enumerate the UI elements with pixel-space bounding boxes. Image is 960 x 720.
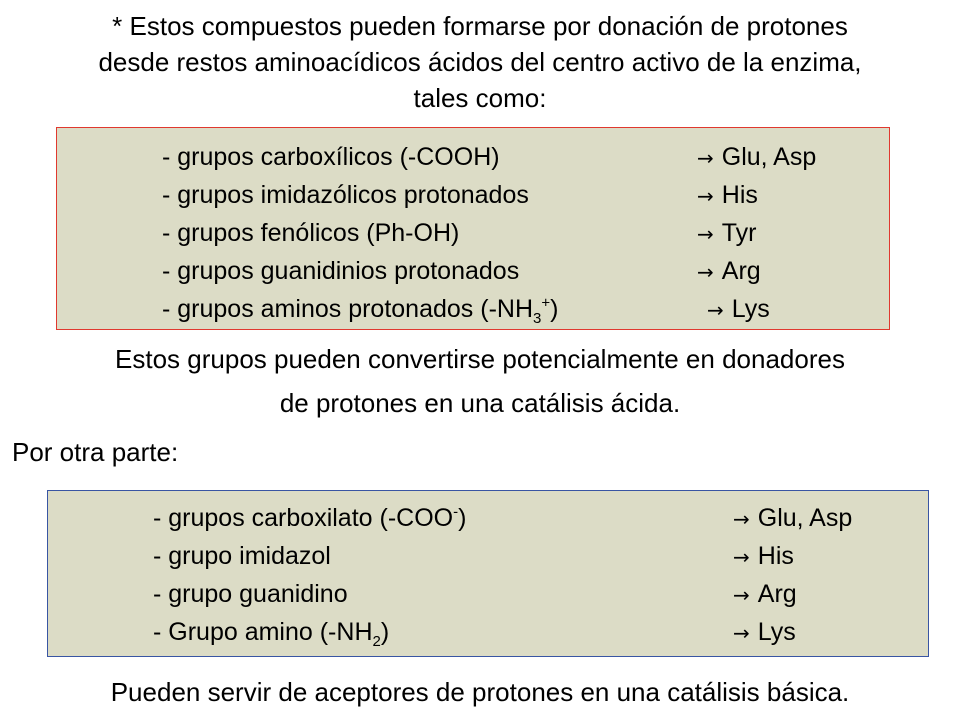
formula-suffix: ) — [458, 504, 467, 532]
acid-row-text — [162, 290, 558, 328]
arrow-right-icon: → — [733, 621, 750, 645]
formula-suffix: ) — [380, 618, 390, 646]
formula-prefix: - grupos carboxilato (-COO — [153, 504, 454, 532]
base-row-residue — [733, 613, 796, 652]
acid-row-residue — [697, 214, 756, 253]
base-row-residue — [733, 537, 794, 576]
residue-label: His — [721, 181, 758, 209]
intro-line-1: * Estos compuestos pueden formarse por donación de protones — [112, 11, 848, 41]
base-row-text: - grupo imidazol — [153, 542, 331, 570]
intro-line-3: tales como: — [413, 83, 547, 113]
residue-label: Arg — [721, 257, 761, 285]
conclusion-text: Pueden servir de aceptores de protones en una catálisis básica. — [110, 677, 850, 707]
acid-row-residue — [697, 138, 816, 177]
arrow-right-icon: → — [707, 298, 724, 322]
acid-groups-box — [56, 127, 890, 330]
acid-row-text: - grupos imidazólicos protonados — [162, 181, 529, 209]
base-groups-box — [47, 490, 929, 657]
por-otra-parte-label: Por otra parte: — [12, 437, 179, 467]
base-row-text — [153, 499, 466, 537]
base-row-text: - grupo guanidino — [153, 580, 348, 608]
formula-prefix: - Grupo amino (-NH — [153, 618, 373, 646]
subscript: 3 — [533, 310, 542, 327]
base-row-residue — [733, 575, 797, 614]
base-row-residue — [733, 499, 852, 538]
arrow-right-icon: → — [733, 507, 750, 531]
residue-label: Glu, Asp — [721, 143, 817, 171]
acid-row-text: - grupos guanidinios protonados — [162, 257, 520, 285]
residue-label: Tyr — [721, 219, 757, 247]
arrow-right-icon: → — [697, 146, 714, 170]
arrow-right-icon: → — [697, 222, 714, 246]
intro-line-2: desde restos aminoacídicos ácidos del centro activo de la enzima, — [98, 47, 862, 77]
superscript: - — [453, 503, 459, 521]
residue-label: Glu, Asp — [757, 504, 853, 532]
middle-line-2: de protones en una catálisis ácida. — [279, 388, 681, 418]
middle-line-1: Estos grupos pueden convertirse potencialmente en donadores — [115, 344, 845, 374]
acid-row-text: - grupos fenólicos (Ph-OH) — [162, 219, 460, 247]
arrow-right-icon: → — [733, 545, 750, 569]
residue-label: Lys — [731, 295, 770, 323]
arrow-right-icon: → — [733, 583, 750, 607]
residue-label: Lys — [757, 618, 796, 646]
residue-label: Arg — [757, 580, 797, 608]
acid-row-residue — [697, 252, 761, 291]
acid-row-residue — [707, 290, 770, 329]
arrow-right-icon: → — [697, 184, 714, 208]
residue-label: His — [757, 542, 794, 570]
acid-row-residue — [697, 176, 758, 215]
formula-suffix: ) — [550, 295, 559, 323]
base-row-text — [153, 613, 389, 651]
acid-row-text: - grupos carboxílicos (-COOH) — [162, 143, 500, 171]
superscript: + — [541, 294, 551, 312]
arrow-right-icon: → — [697, 260, 714, 284]
formula-prefix: - grupos aminos protonados (-NH — [162, 295, 533, 323]
subscript: 2 — [372, 633, 381, 650]
